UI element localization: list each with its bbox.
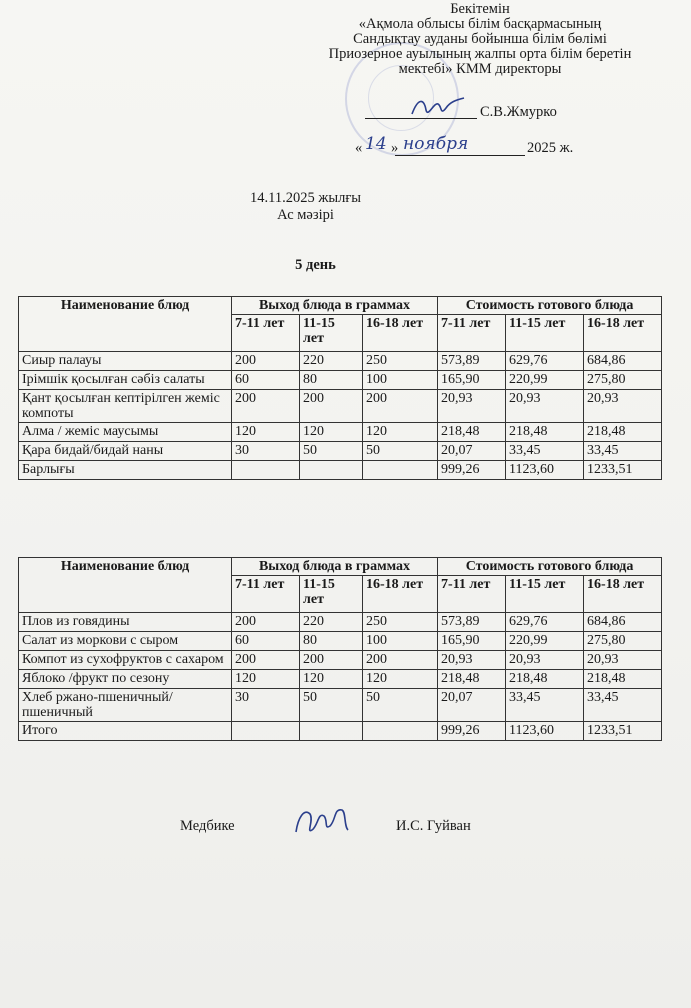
age-group: 11-15 лет (300, 576, 363, 613)
director-name: С.В.Жмурко (480, 104, 557, 120)
header-output: Выход блюда в граммах (232, 558, 438, 576)
table-row (19, 461, 662, 480)
value-cell: 250 (363, 352, 438, 371)
value-cell: 629,76 (506, 613, 584, 632)
header-cost: Стоимость готового блюда (438, 558, 662, 576)
value-cell: 20,07 (438, 442, 506, 461)
day-label: 5 день (295, 257, 336, 273)
date-close-quote: » (391, 140, 399, 156)
age-group: 11-15 лет (506, 576, 584, 613)
value-cell: 30 (232, 689, 300, 722)
menu-title: Ас мәзірі (277, 207, 334, 223)
value-cell: 165,90 (438, 632, 506, 651)
age-group: 7-11 лет (232, 315, 300, 352)
table-row (19, 390, 662, 423)
approval-block (290, 2, 670, 77)
value-cell: 20,93 (584, 390, 662, 423)
value-cell: 275,80 (584, 371, 662, 390)
value-cell (300, 461, 363, 480)
table-body (19, 613, 662, 741)
value-cell: 218,48 (506, 423, 584, 442)
value-cell: 250 (363, 613, 438, 632)
value-cell: 1123,60 (506, 722, 584, 741)
medic-signature (290, 800, 350, 842)
value-cell: 220,99 (506, 632, 584, 651)
value-cell: 218,48 (506, 670, 584, 689)
value-cell: 20,93 (506, 651, 584, 670)
dish-name-cell: Қара бидай/бидай наны (19, 442, 232, 461)
dish-name-cell: Қант қосылған кептірілген жеміс компоты (19, 390, 232, 423)
value-cell: 220,99 (506, 371, 584, 390)
value-cell: 20,07 (438, 689, 506, 722)
approval-line: «Ақмола облысы білім басқармасының (358, 16, 602, 32)
value-cell: 200 (300, 390, 363, 423)
menu-table-russian (18, 557, 662, 741)
value-cell: 218,48 (438, 423, 506, 442)
value-cell: 120 (232, 670, 300, 689)
value-cell: 100 (363, 632, 438, 651)
value-cell: 30 (232, 442, 300, 461)
table-row (19, 689, 662, 722)
header-output: Выход блюда в граммах (232, 297, 438, 315)
signature-rule (365, 118, 477, 119)
dish-name-cell: Яблоко /фрукт по сезону (19, 670, 232, 689)
dish-name-cell: Сиыр палауы (19, 352, 232, 371)
date-day: 14 (365, 134, 387, 154)
approval-line: Сандықтау ауданы бойынша білім бөлімі (353, 31, 607, 47)
age-group: 7-11 лет (438, 576, 506, 613)
age-group: 16-18 лет (584, 315, 662, 352)
value-cell: 200 (232, 352, 300, 371)
age-group: 16-18 лет (584, 576, 662, 613)
menu-table-kazakh (18, 296, 662, 480)
table-row (19, 670, 662, 689)
age-group: 16-18 лет (363, 576, 438, 613)
approval-line: Бекітемін (450, 1, 510, 17)
value-cell: 120 (232, 423, 300, 442)
value-cell: 33,45 (506, 442, 584, 461)
value-cell: 220 (300, 352, 363, 371)
date-open-quote: « (355, 140, 363, 156)
value-cell: 218,48 (584, 670, 662, 689)
value-cell: 200 (363, 390, 438, 423)
value-cell: 80 (300, 632, 363, 651)
table-row (19, 651, 662, 670)
table-row (19, 371, 662, 390)
header-cost: Стоимость готового блюда (438, 297, 662, 315)
value-cell: 200 (232, 390, 300, 423)
value-cell: 33,45 (584, 442, 662, 461)
age-group: 7-11 лет (232, 576, 300, 613)
age-group: 7-11 лет (438, 315, 506, 352)
value-cell: 200 (300, 651, 363, 670)
value-cell: 165,90 (438, 371, 506, 390)
table-row (19, 722, 662, 741)
value-cell: 100 (363, 371, 438, 390)
table-header-row (19, 297, 662, 315)
table-header-row (19, 558, 662, 576)
value-cell: 20,93 (438, 651, 506, 670)
value-cell (300, 722, 363, 741)
value-cell: 275,80 (584, 632, 662, 651)
value-cell: 33,45 (506, 689, 584, 722)
value-cell: 1233,51 (584, 722, 662, 741)
header-dish: Наименование блюд (19, 297, 232, 352)
value-cell: 573,89 (438, 352, 506, 371)
dish-name-cell: Салат из моркови с сыром (19, 632, 232, 651)
value-cell: 1123,60 (506, 461, 584, 480)
value-cell: 218,48 (438, 670, 506, 689)
table-row (19, 442, 662, 461)
table-row (19, 632, 662, 651)
value-cell (232, 461, 300, 480)
value-cell (363, 722, 438, 741)
value-cell: 60 (232, 632, 300, 651)
menu-date: 14.11.2025 жылғы (249, 190, 362, 206)
value-cell: 50 (300, 442, 363, 461)
dish-name-cell: Компот из сухофруктов с сахаром (19, 651, 232, 670)
value-cell: 218,48 (584, 423, 662, 442)
approval-line: мектебі» КММ директоры (398, 61, 562, 77)
value-cell: 120 (300, 423, 363, 442)
value-cell: 50 (300, 689, 363, 722)
value-cell: 999,26 (438, 722, 506, 741)
value-cell: 50 (363, 689, 438, 722)
value-cell: 200 (232, 651, 300, 670)
dish-name-cell: Итого (19, 722, 232, 741)
age-group: 11-15 лет (506, 315, 584, 352)
value-cell (232, 722, 300, 741)
value-cell: 1233,51 (584, 461, 662, 480)
date-year: 2025 ж. (527, 140, 574, 156)
dish-name-cell: Барлығы (19, 461, 232, 480)
dish-name-cell: Хлеб ржано-пшеничный/пшеничный (19, 689, 232, 722)
value-cell: 629,76 (506, 352, 584, 371)
value-cell: 33,45 (584, 689, 662, 722)
value-cell: 999,26 (438, 461, 506, 480)
table-row (19, 352, 662, 371)
value-cell: 60 (232, 371, 300, 390)
table-body (19, 352, 662, 480)
value-cell: 684,86 (584, 352, 662, 371)
table-row (19, 423, 662, 442)
value-cell: 20,93 (584, 651, 662, 670)
value-cell: 80 (300, 371, 363, 390)
value-cell: 20,93 (506, 390, 584, 423)
age-group: 16-18 лет (363, 315, 438, 352)
dish-name-cell: Алма / жеміс маусымы (19, 423, 232, 442)
value-cell: 200 (232, 613, 300, 632)
value-cell: 200 (363, 651, 438, 670)
value-cell: 120 (300, 670, 363, 689)
value-cell: 120 (363, 423, 438, 442)
approval-line: Приозерное ауылының жалпы орта білім беретін (328, 46, 632, 62)
medic-role: Медбике (180, 818, 235, 834)
value-cell: 20,93 (438, 390, 506, 423)
dish-name-cell: Ірімшік қосылған сәбіз салаты (19, 371, 232, 390)
date-rule (395, 155, 525, 156)
age-group: 11-15 лет (300, 315, 363, 352)
table-row (19, 613, 662, 632)
value-cell: 120 (363, 670, 438, 689)
value-cell: 684,86 (584, 613, 662, 632)
dish-name-cell: Плов из говядины (19, 613, 232, 632)
value-cell: 220 (300, 613, 363, 632)
value-cell: 573,89 (438, 613, 506, 632)
header-dish: Наименование блюд (19, 558, 232, 613)
value-cell: 50 (363, 442, 438, 461)
date-month: ноября (403, 134, 469, 154)
value-cell (363, 461, 438, 480)
medic-name: И.С. Гуйван (396, 818, 471, 834)
